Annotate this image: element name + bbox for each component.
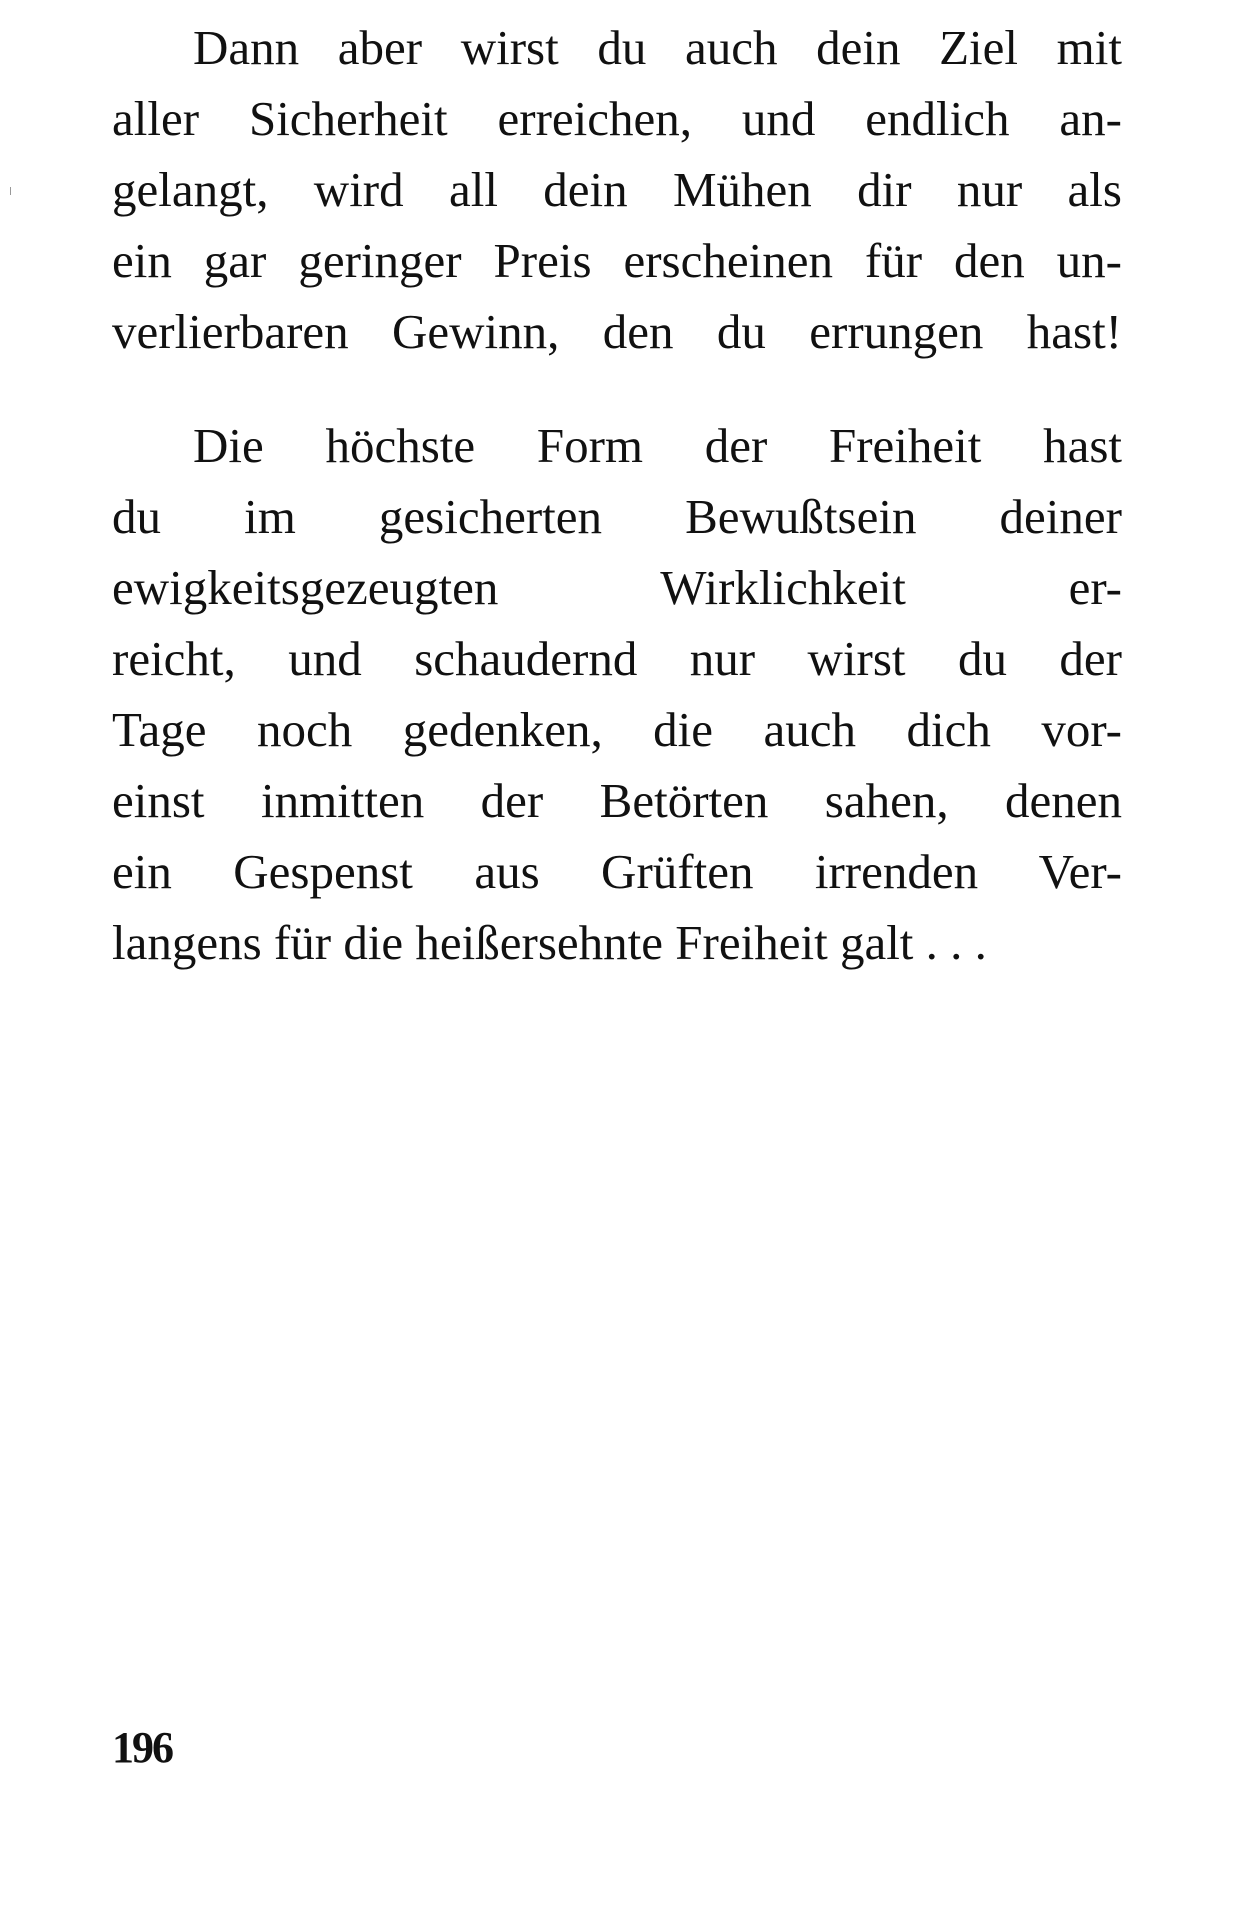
paragraph-2 [112,410,1122,978]
text-line: aller Sicherheit erreichen, und endlich an- [112,91,1122,146]
text-line: Die höchste Form der Freiheit hast [193,418,1122,473]
text-line: Tage noch gedenken, die auch dich vor- [112,702,1122,757]
text-line: verlierbaren Gewinn, den du errungen hast! [112,304,1122,359]
margin-mark [10,187,11,195]
text-line: du im gesicherten Bewußtsein deiner [112,489,1122,544]
text-line: gelangt, wird all dein Mühen dir nur als [112,162,1122,217]
text-line: einst inmitten der Betörten sahen, denen [112,773,1122,828]
text-line: Dann aber wirst du auch dein Ziel mit [193,20,1122,75]
text-line: ewigkeitsgezeugten Wirklichkeit er- [112,560,1122,615]
text-line: ein Gespenst aus Grüften irrenden Ver- [112,844,1122,899]
text-line: ein gar geringer Preis erscheinen für den un- [112,233,1122,288]
page-number: 196 [112,1723,172,1772]
text-line: reicht, und schaudernd nur wirst du der [112,631,1122,686]
text-line: langens für die heißersehnte Freiheit galt . . . [112,915,987,970]
paragraph-1 [112,12,1122,367]
